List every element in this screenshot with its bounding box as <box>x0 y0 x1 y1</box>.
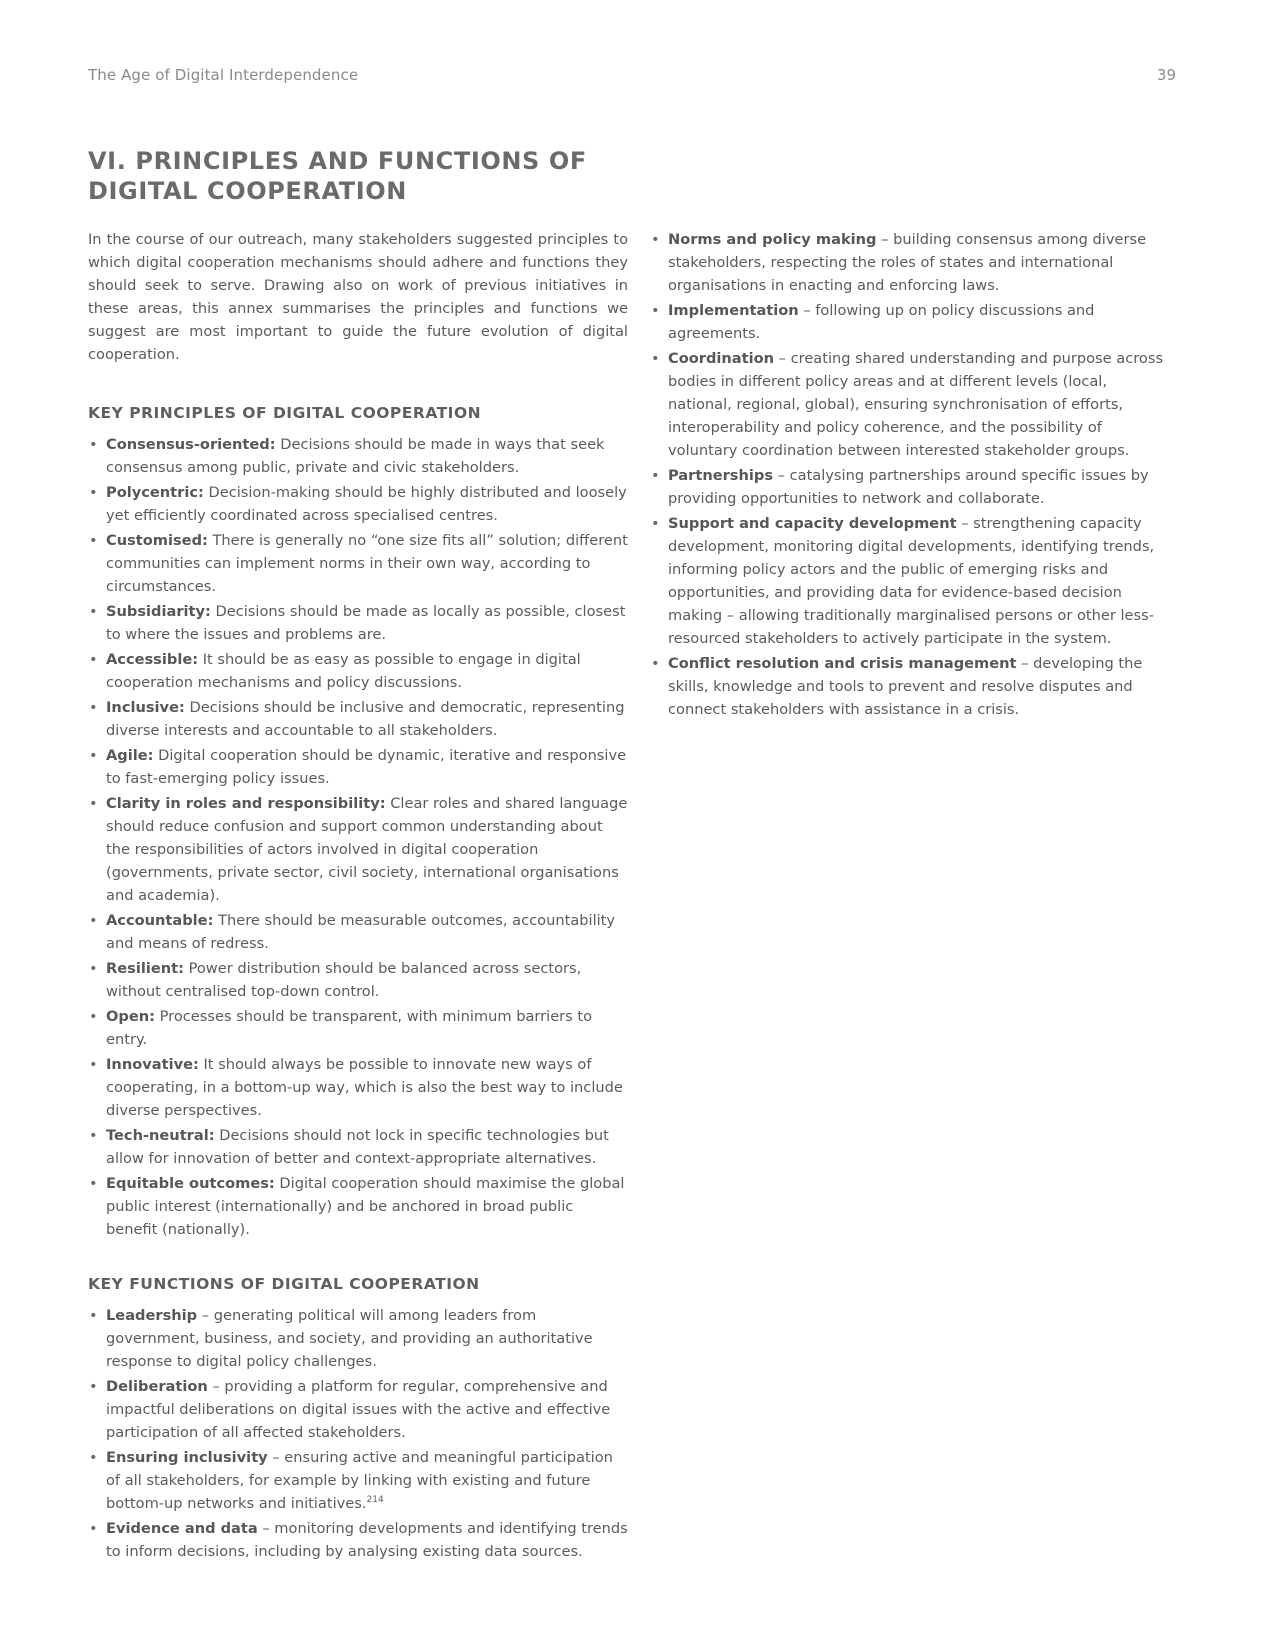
functions-list-right <box>650 228 1170 721</box>
item-text: Digital cooperation should be dynamic, iterative and responsive to fast-emerging policy issues. <box>106 747 627 787</box>
list-item <box>88 648 628 694</box>
list-item <box>650 652 1170 721</box>
item-text: – catalysing partnerships around specific issues by providing opportunities to network and collaborate. <box>668 467 1149 507</box>
bullet-icon: • <box>89 1127 98 1144</box>
item-term: Agile: <box>106 747 154 764</box>
running-title: The Age of Digital Interdependence <box>88 66 359 84</box>
item-text: It should be as easy as possible to engage in digital cooperation mechanisms and policy discussions. <box>106 651 581 691</box>
bullet-icon: • <box>651 655 660 672</box>
item-term: Open: <box>106 1008 155 1025</box>
item-term: Implementation <box>668 302 799 319</box>
principles-heading: KEY PRINCIPLES OF DIGITAL COOPERATION <box>88 404 482 422</box>
item-text: Processes should be transparent, with minimum barriers to entry. <box>106 1008 593 1048</box>
item-term: Polycentric: <box>106 484 204 501</box>
item-term: Evidence and data <box>106 1520 258 1537</box>
bullet-icon: • <box>89 795 98 812</box>
item-term: Support and capacity development <box>668 515 957 532</box>
item-term: Accessible: <box>106 651 199 668</box>
item-text: – creating shared understanding and purpose across bodies in different policy areas and at different levels (local, national, regional, global), ensuring synchronisation of efforts, interoperability and policy coherence, and the possibility of voluntary coordination between interested stakeholder groups. <box>668 350 1164 459</box>
list-item <box>650 464 1170 510</box>
list-item <box>650 228 1170 297</box>
list-item <box>88 481 628 527</box>
bullet-icon: • <box>89 436 98 453</box>
item-text: – building consensus among diverse stakeholders, respecting the roles of states and international organisations in enacting and enforcing laws. <box>668 231 1147 294</box>
item-term: Resilient: <box>106 960 184 977</box>
bullet-icon: • <box>89 912 98 929</box>
item-text: It should always be possible to innovate new ways of cooperating, in a bottom-up way, which is also the best way to include diverse perspectives. <box>106 1056 623 1119</box>
item-term: Consensus-oriented: <box>106 436 276 453</box>
bullet-icon: • <box>89 699 98 716</box>
item-term: Accountable: <box>106 912 214 929</box>
item-text: – generating political will among leaders from government, business, and society, and providing an authoritative response to digital policy challenges. <box>106 1307 593 1370</box>
list-item <box>88 792 628 907</box>
item-term: Ensuring inclusivity <box>106 1449 268 1466</box>
list-item <box>650 347 1170 462</box>
item-text: – providing a platform for regular, comprehensive and impactful deliberations on digital issues with the active and effective participation of all affected stakeholders. <box>106 1378 611 1441</box>
list-item <box>88 433 628 479</box>
item-term: Norms and policy making <box>668 231 877 248</box>
item-term: Clarity in roles and responsibility: <box>106 795 386 812</box>
item-text: Decisions should be made in ways that seek consensus among public, private and civic stakeholders. <box>106 436 605 476</box>
item-text: Power distribution should be balanced across sectors, without centralised top-down control. <box>106 960 582 1000</box>
item-text: – monitoring developments and identifying trends to inform decisions, including by analysing existing data sources. <box>106 1520 628 1560</box>
item-text: There should be measurable outcomes, accountability and means of redress. <box>106 912 616 952</box>
bullet-icon: • <box>651 302 660 319</box>
list-item <box>88 957 628 1003</box>
item-term: Tech-neutral: <box>106 1127 215 1144</box>
list-item <box>88 1124 628 1170</box>
item-text: Clear roles and shared language should reduce confusion and support common understanding about the responsibilities of actors involved in digital cooperation (governments, private sector, civil society, international organisations and academia). <box>106 795 628 904</box>
functions-heading: KEY FUNCTIONS OF DIGITAL COOPERATION <box>88 1275 480 1293</box>
bullet-icon: • <box>89 960 98 977</box>
bullet-icon: • <box>89 1056 98 1073</box>
list-item <box>88 744 628 790</box>
left-column <box>88 228 628 1565</box>
list-item <box>88 1375 628 1444</box>
item-term: Deliberation <box>106 1378 208 1395</box>
item-text: Decision-making should be highly distributed and loosely yet efficiently coordinated across specialised centres. <box>106 484 627 524</box>
bullet-icon: • <box>651 515 660 532</box>
list-item <box>88 1005 628 1051</box>
functions-list-left <box>88 1304 628 1563</box>
list-item <box>88 529 628 598</box>
principles-list <box>88 433 628 1241</box>
bullet-icon: • <box>89 603 98 620</box>
bullet-icon: • <box>89 651 98 668</box>
item-text: Decisions should not lock in specific technologies but allow for innovation of better and context-appropriate alternatives. <box>106 1127 609 1167</box>
list-item <box>650 512 1170 650</box>
right-column <box>650 228 1170 723</box>
list-item <box>650 299 1170 345</box>
list-item <box>88 696 628 742</box>
item-text: – developing the skills, knowledge and tools to prevent and resolve disputes and connect stakeholders with assistance in a crisis. <box>668 655 1143 718</box>
bullet-icon: • <box>89 484 98 501</box>
item-text: There is generally no “one size fits all” solution; different communities can implement norms in their own way, according to circumstances. <box>106 532 628 595</box>
item-text: Decisions should be made as locally as possible, closest to where the issues and problems are. <box>106 603 626 643</box>
list-item <box>88 1517 628 1563</box>
list-item <box>88 1053 628 1122</box>
intro-paragraph: In the course of our outreach, many stakeholders suggested principles to which digital cooperation mechanisms should adhere and functions they should seek to serve. Drawing also on work of previous initiatives in these areas, this annex summarises the principles and functions we suggest are most important to guide the future evolution of digital cooperation. <box>88 231 628 363</box>
item-term: Customised: <box>106 532 208 549</box>
bullet-icon: • <box>89 1378 98 1395</box>
bullet-icon: • <box>651 467 660 484</box>
item-term: Subsidiarity: <box>106 603 211 620</box>
list-item <box>88 600 628 646</box>
item-term: Leadership <box>106 1307 198 1324</box>
bullet-icon: • <box>89 532 98 549</box>
item-text: – ensuring active and meaningful participation of all stakeholders, for example by linking with existing and future bottom-up networks and initiatives. <box>106 1449 613 1512</box>
bullet-icon: • <box>89 1307 98 1324</box>
bullet-icon: • <box>89 1175 98 1192</box>
bullet-icon: • <box>89 1520 98 1537</box>
bullet-icon: • <box>89 747 98 764</box>
item-text: Decisions should be inclusive and democratic, representing diverse interests and accountable to all stakeholders. <box>106 699 625 739</box>
item-text: – strengthening capacity development, monitoring digital developments, identifying trends, informing policy actors and the public of emerging risks and opportunities, and providing data for evidence-based decision making – allowing traditionally marginalised persons or other less-resourced stakeholders to actively participate in the system. <box>668 515 1155 647</box>
bullet-icon: • <box>89 1008 98 1025</box>
list-item <box>88 909 628 955</box>
item-term: Partnerships <box>668 467 774 484</box>
list-item <box>88 1172 628 1241</box>
item-term: Conflict resolution and crisis management <box>668 655 1017 672</box>
item-term: Inclusive: <box>106 699 185 716</box>
bullet-icon: • <box>651 350 660 367</box>
item-term: Innovative: <box>106 1056 199 1073</box>
item-term: Coordination <box>668 350 775 367</box>
item-text: Digital cooperation should maximise the global public interest (internationally) and be anchored in broad public benefit (nationally). <box>106 1175 625 1238</box>
item-text: – following up on policy discussions and agreements. <box>668 302 1095 342</box>
item-term: Equitable outcomes: <box>106 1175 275 1192</box>
list-item <box>88 1446 628 1515</box>
list-item <box>88 1304 628 1373</box>
bullet-icon: • <box>89 1449 98 1466</box>
section-title: VI. PRINCIPLES AND FUNCTIONS OF DIGITAL COOPERATION <box>88 147 587 205</box>
page-number: 39 <box>1156 66 1176 84</box>
footnote-ref: 214 <box>366 1495 384 1506</box>
bullet-icon: • <box>651 231 660 248</box>
